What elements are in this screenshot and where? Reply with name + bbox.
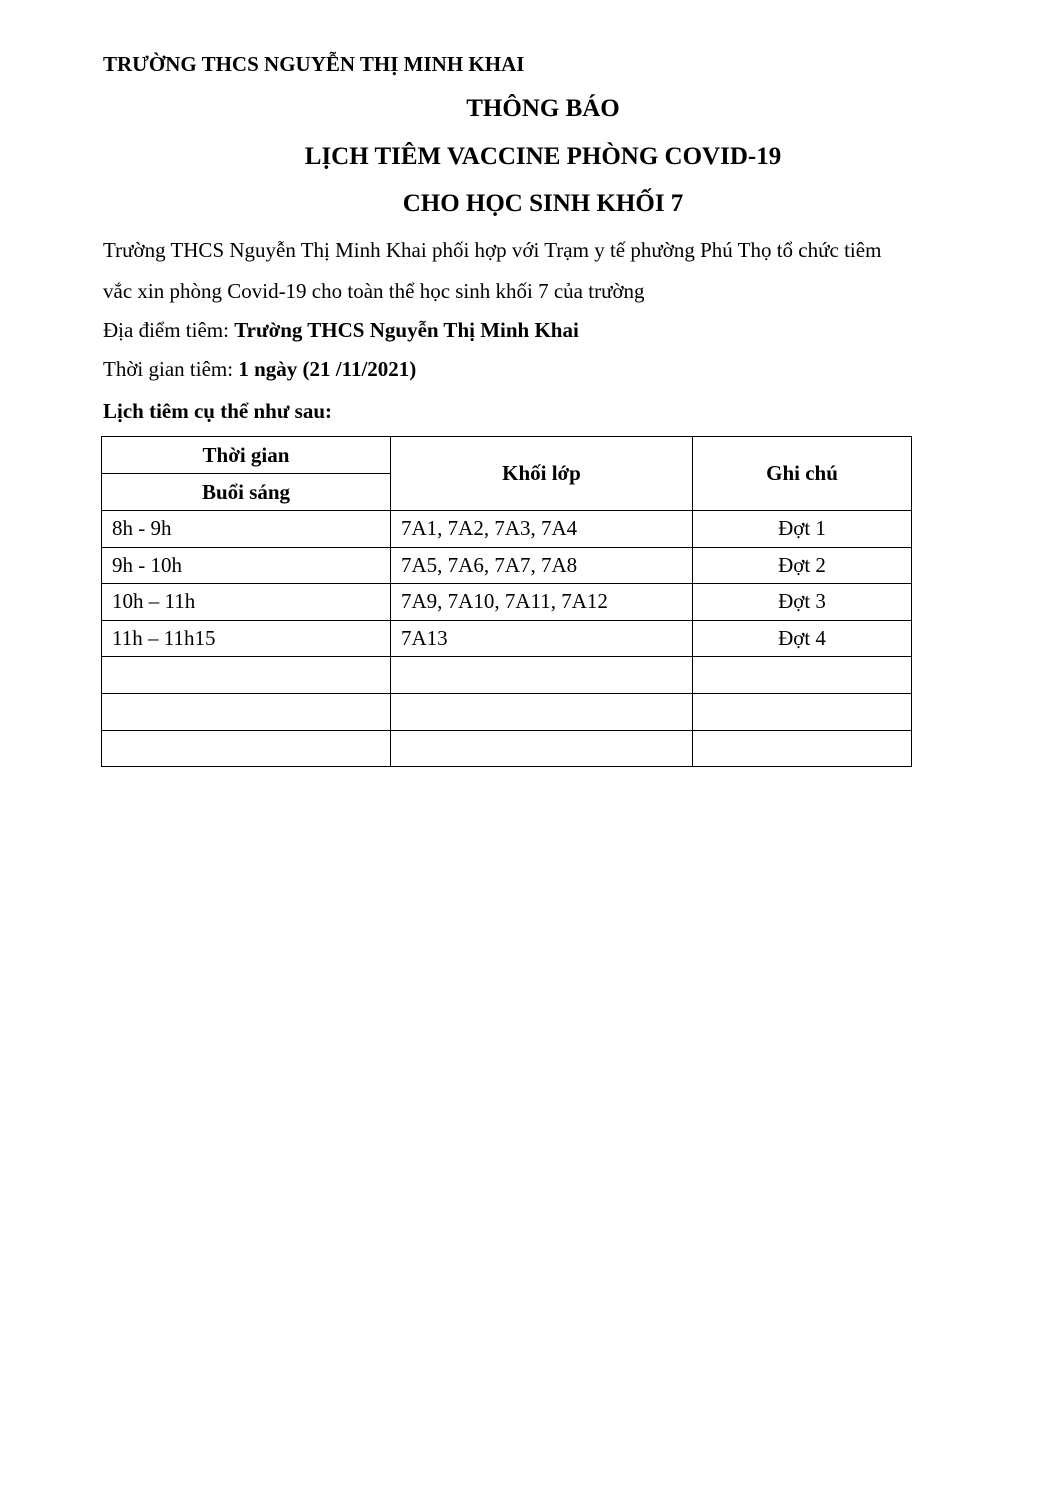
row-time: 9h - 10h	[102, 547, 391, 584]
time-label: Thời gian tiêm:	[103, 357, 239, 381]
row-classes	[391, 657, 693, 694]
row-classes: 7A9, 7A10, 7A11, 7A12	[391, 584, 693, 621]
schedule-table	[101, 436, 912, 767]
notice-title: THÔNG BÁO	[466, 95, 620, 122]
time-line	[103, 355, 416, 383]
row-time: 11h – 11h15	[102, 620, 391, 657]
header-class: Khối lớp	[391, 437, 693, 511]
schedule-title: LỊCH TIÊM VACCINE PHÒNG COVID-19	[304, 143, 782, 170]
row-time	[102, 693, 391, 730]
table-row	[102, 584, 912, 621]
row-note: Đợt 3	[693, 584, 912, 621]
row-classes	[391, 693, 693, 730]
row-note	[693, 730, 912, 767]
row-note: Đợt 2	[693, 547, 912, 584]
row-time: 8h - 9h	[102, 511, 391, 548]
row-time	[102, 657, 391, 694]
row-time	[102, 730, 391, 767]
row-time: 10h – 11h	[102, 584, 391, 621]
row-classes	[391, 730, 693, 767]
header-note: Ghi chú	[693, 437, 912, 511]
header-session: Buổi sáng	[102, 474, 391, 511]
schedule-heading: Lịch tiêm cụ thể như sau:	[103, 399, 333, 423]
table-row	[102, 730, 912, 767]
location-line	[103, 316, 579, 344]
row-classes: 7A13	[391, 620, 693, 657]
time-value: 1 ngày (21 /11/2021)	[238, 357, 417, 381]
table-row	[102, 657, 912, 694]
intro-line-2: vắc xin phòng Covid-19 cho toàn thể học sinh khối 7 của trường	[103, 279, 645, 303]
table-row	[102, 693, 912, 730]
intro-line-1: Trường THCS Nguyễn Thị Minh Khai phối hợp với Trạm y tế phường Phú Thọ tổ chức tiêm	[103, 238, 882, 262]
table-row	[102, 511, 912, 548]
header-time: Thời gian	[102, 437, 391, 474]
row-note: Đợt 4	[693, 620, 912, 657]
table-row	[102, 620, 912, 657]
row-classes: 7A5, 7A6, 7A7, 7A8	[391, 547, 693, 584]
row-note	[693, 693, 912, 730]
row-note: Đợt 1	[693, 511, 912, 548]
location-value: Trường THCS Nguyễn Thị Minh Khai	[234, 318, 579, 342]
school-name: TRƯỜNG THCS NGUYỄN THỊ MINH KHAI	[103, 52, 525, 76]
row-note	[693, 657, 912, 694]
grade-title: CHO HỌC SINH KHỐI 7	[402, 190, 684, 217]
row-classes: 7A1, 7A2, 7A3, 7A4	[391, 511, 693, 548]
location-label: Địa điểm tiêm:	[103, 318, 235, 342]
table-row	[102, 547, 912, 584]
